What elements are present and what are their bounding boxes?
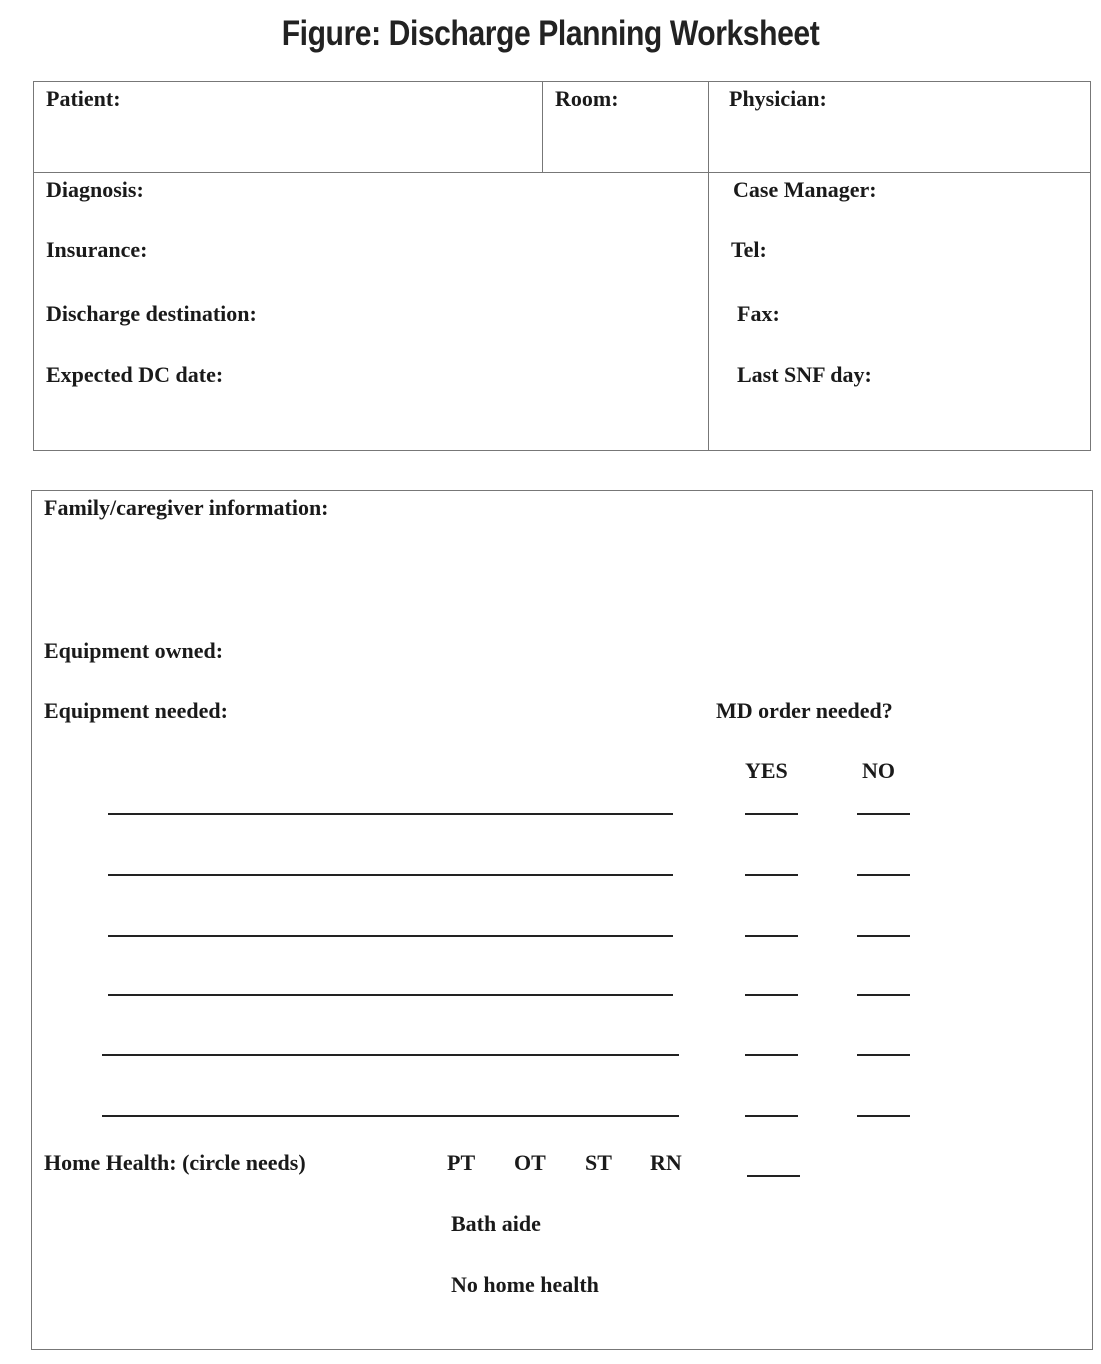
home-health-option-none[interactable]: No home health <box>451 1272 599 1297</box>
md-order-yes-line[interactable] <box>745 813 798 815</box>
room-left-divider <box>542 81 543 173</box>
discharge-destination-field-label[interactable]: Discharge destination: <box>46 301 257 326</box>
equipment-item-line[interactable] <box>108 994 673 996</box>
discharge-needs-box <box>31 490 1093 1350</box>
md-order-no-line[interactable] <box>857 874 910 876</box>
md-order-no-line[interactable] <box>857 1115 910 1117</box>
md-order-yes-line[interactable] <box>745 1054 798 1056</box>
no-column-heading: NO <box>862 758 895 783</box>
equipment-needed-field-label[interactable]: Equipment needed: <box>44 698 228 723</box>
equipment-item-line[interactable] <box>108 935 673 937</box>
patient-info-box <box>33 81 1091 451</box>
md-order-no-line[interactable] <box>857 813 910 815</box>
md-order-yes-line[interactable] <box>745 994 798 996</box>
equipment-item-line[interactable] <box>108 874 673 876</box>
equipment-item-line[interactable] <box>102 1054 679 1056</box>
expected-dc-date-field-label[interactable]: Expected DC date: <box>46 362 224 387</box>
physician-field-label[interactable]: Physician: <box>729 86 827 111</box>
diagnosis-field-label[interactable]: Diagnosis: <box>46 177 144 202</box>
home-health-option-st[interactable]: ST <box>585 1150 612 1175</box>
home-health-label: Home Health: (circle needs) <box>44 1150 306 1175</box>
room-field-label[interactable]: Room: <box>555 86 619 111</box>
yes-column-heading: YES <box>745 758 788 783</box>
home-health-option-pt[interactable]: PT <box>447 1150 476 1175</box>
home-health-option-rn[interactable]: RN <box>650 1150 682 1175</box>
home-health-option-bath-aide[interactable]: Bath aide <box>451 1211 541 1236</box>
md-order-no-line[interactable] <box>857 935 910 937</box>
center-divider <box>708 81 709 451</box>
equipment-item-line[interactable] <box>102 1115 679 1117</box>
md-order-yes-line[interactable] <box>745 935 798 937</box>
case-manager-field-label[interactable]: Case Manager: <box>733 177 877 202</box>
family-caregiver-field-label[interactable]: Family/caregiver information: <box>44 495 329 520</box>
home-health-order-line[interactable] <box>747 1175 800 1177</box>
tel-field-label[interactable]: Tel: <box>731 237 767 262</box>
patient-field-label[interactable]: Patient: <box>46 86 121 111</box>
equipment-owned-field-label[interactable]: Equipment owned: <box>44 638 224 663</box>
md-order-no-line[interactable] <box>857 994 910 996</box>
fax-field-label[interactable]: Fax: <box>737 301 780 326</box>
md-order-needed-heading: MD order needed? <box>716 698 893 723</box>
equipment-item-line[interactable] <box>108 813 673 815</box>
insurance-field-label[interactable]: Insurance: <box>46 237 148 262</box>
md-order-yes-line[interactable] <box>745 874 798 876</box>
last-snf-day-field-label[interactable]: Last SNF day: <box>737 362 872 387</box>
home-health-option-ot[interactable]: OT <box>514 1150 546 1175</box>
md-order-no-line[interactable] <box>857 1054 910 1056</box>
md-order-yes-line[interactable] <box>745 1115 798 1117</box>
header-row-divider <box>33 172 1091 173</box>
worksheet-title: Figure: Discharge Planning Worksheet <box>281 14 820 53</box>
